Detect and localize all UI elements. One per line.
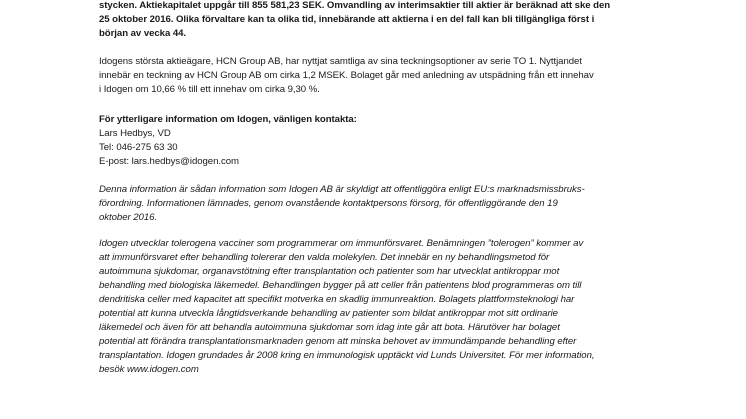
- disclosure-line: oktober 2016.: [99, 212, 158, 223]
- about-line: behandling med biologiska läkemedel. Behandlingen bygger på att celler från patientens blod programmeras om till: [99, 280, 582, 291]
- about-paragraph: [99, 237, 644, 377]
- about-line: besök www.idogen.com: [99, 364, 199, 375]
- intro-paragraph: [99, 0, 644, 41]
- contact-email: E-post: lars.hedbys@idogen.com: [99, 156, 239, 167]
- shareholder-paragraph: [99, 55, 644, 97]
- about-line: dendritiska celler med kapacitet att specifikt motverka en skadlig immunreaktion. Bolagets plattformsteknologi har: [99, 294, 575, 305]
- contact-name: Lars Hedbys, VD: [99, 128, 171, 139]
- shareholder-line: i Idogen om 10,66 % till ett innehav om cirka 9,30 %.: [99, 84, 320, 95]
- about-line: Idogen utvecklar tolerogena vacciner som programmerar om immunförsvaret. Benämningen ”tolerogen” kommer av: [99, 238, 584, 249]
- about-line: potential att kunna utveckla långtidsverkande behandling av patienter som bildat antikroppar mot sitt ordinarie: [99, 308, 558, 319]
- about-line: läkemedel och även för att behandla autoimmuna sjukdomar som idag inte går att bota. Härutöver har bolaget: [99, 322, 560, 333]
- about-line: potential att förändra transplantationsmarknaden genom att minska behovet av immundämpande behandling efter: [99, 336, 577, 347]
- intro-line: stycken. Aktiekapitalet uppgår till 855 581,23 SEK. Omvandling av interimsaktier till aktier är beräknad att ske den: [99, 0, 611, 11]
- shareholder-line: Idogens största aktieägare, HCN Group AB, har nyttjat samtliga av sina teckningsoptioner av serie TO 1. Nyttjandet: [99, 56, 582, 67]
- shareholder-line: innebär en teckning av HCN Group AB om cirka 1,2 MSEK. Bolaget går med anledning av utspädning från ett innehav: [99, 70, 594, 81]
- disclosure-line: Denna information är sådan information som Idogen AB är skyldigt att offentliggöra enligt EU:s marknadsmissbruks-: [99, 184, 585, 195]
- about-line: att immunförsvaret efter behandling tolererar den valda molekylen. Det innebär en ny behandlingsmetod för: [99, 252, 550, 263]
- about-line: autoimmuna sjukdomar, organavstötning efter transplantation och patienter som har utvecklat antikroppar mot: [99, 266, 560, 277]
- contact-heading: För ytterligare information om Idogen, vänligen kontakta:: [99, 114, 357, 125]
- disclosure-line: förordning. Informationen lämnades, genom ovanstående kontaktpersons försorg, för offentliggörande den 19: [99, 198, 558, 209]
- disclosure-paragraph: [99, 183, 644, 225]
- intro-line: början av vecka 44.: [99, 28, 187, 39]
- contact-phone: Tel: 046-275 63 30: [99, 142, 178, 153]
- intro-line: 25 oktober 2016. Olika förvaltare kan ta olika tid, innebärande att aktierna i en del fall kan bli tillgängliga först i: [99, 14, 595, 25]
- about-line: transplantation. Idogen grundades år 2008 kring en immunologisk upptäckt vid Lunds Universitet. För mer information,: [99, 350, 595, 361]
- contact-section: [99, 113, 644, 169]
